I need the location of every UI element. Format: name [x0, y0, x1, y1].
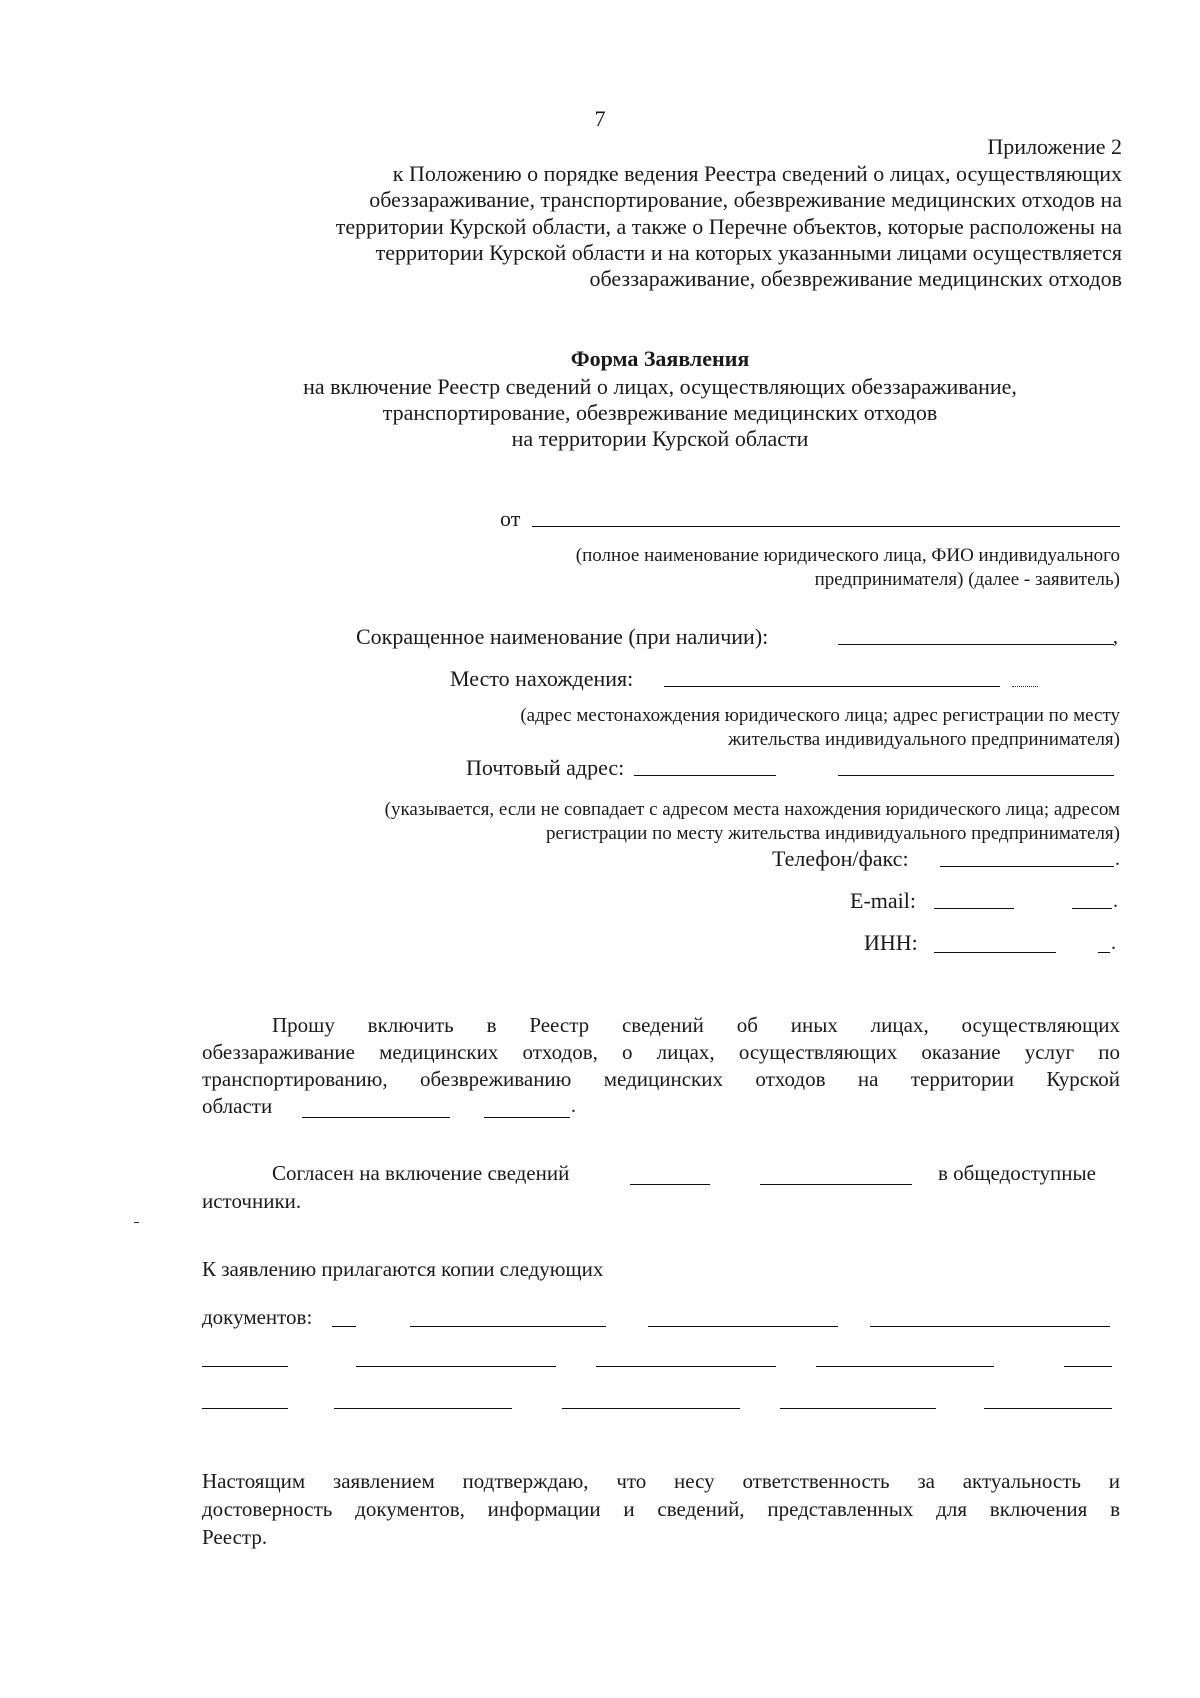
short-name-label: Сокращенное наименование (при наличии):	[356, 624, 769, 649]
request-line: транспортированию, обезвреживанию медицинских отходов на территории Курской	[202, 1067, 1120, 1091]
inn-field-continued[interactable]	[1098, 952, 1110, 953]
email-label: E-mail:	[850, 888, 916, 913]
from-hint: (полное наименование юридического лица, ФИО индивидуального	[575, 545, 1120, 566]
location-hint: жительства индивидуального предпринимателя)	[728, 729, 1120, 750]
form-subtitle-line: транспортирование, обезвреживание медицинских отходов	[382, 400, 938, 425]
period-mark: .	[1111, 932, 1116, 954]
form-title: Форма Заявления	[570, 346, 750, 371]
document-field[interactable]	[816, 1366, 994, 1367]
consent-line-2: источники.	[202, 1189, 302, 1213]
postal-field-continued[interactable]	[838, 775, 1114, 776]
confirmation-line: достоверность документов, информации и сведений, представленных для включения в	[202, 1497, 1120, 1521]
appendix-line: обеззараживание, обезвреживание медицинских отходов	[589, 266, 1122, 291]
phone-label: Телефон/факс:	[772, 846, 909, 871]
period-mark: .	[1115, 848, 1120, 870]
document-field[interactable]	[334, 1408, 512, 1409]
request-line: Прошу включить в Реестр сведений об иных лицах, осуществляющих	[272, 1013, 1120, 1037]
postal-hint: регистрации по месту жительства индивидуального предпринимателя)	[546, 823, 1120, 844]
consent-field[interactable]	[630, 1184, 710, 1185]
region-field-continued[interactable]	[484, 1117, 570, 1118]
request-line: области	[202, 1094, 273, 1118]
short-name-field[interactable]	[838, 644, 1114, 645]
document-field[interactable]	[332, 1326, 356, 1327]
form-subtitle-line: на включение Реестр сведений о лицах, осуществляющих обеззараживание,	[303, 374, 1017, 399]
inn-field[interactable]	[934, 952, 1056, 953]
page-number: 7	[594, 106, 606, 131]
consent-label: Согласен на включение сведений	[272, 1161, 570, 1185]
document-field[interactable]	[984, 1408, 1112, 1409]
document-field[interactable]	[870, 1326, 1110, 1327]
consent-field-continued[interactable]	[760, 1184, 912, 1185]
phone-field[interactable]	[940, 866, 1114, 867]
location-field-tail	[1012, 686, 1038, 687]
confirmation-line: Реестр.	[202, 1525, 268, 1549]
attachments-label: К заявлению прилагаются копии следующих	[202, 1257, 604, 1281]
document-field[interactable]	[648, 1326, 838, 1327]
period-mark: .	[1113, 890, 1118, 912]
period-mark: ,	[1113, 626, 1118, 648]
appendix-title: Приложение 2	[987, 134, 1122, 159]
appendix-line: территории Курской области, а также о Перечне объектов, которые расположены на	[335, 214, 1122, 239]
location-field[interactable]	[664, 686, 1000, 687]
document-field[interactable]	[562, 1408, 740, 1409]
location-hint: (адрес местонахождения юридического лица; адрес регистрации по месту	[520, 705, 1120, 726]
period-mark: .	[571, 1095, 576, 1117]
from-field[interactable]	[532, 526, 1120, 527]
form-subtitle-line: на территории Курской области	[511, 426, 809, 451]
document-field[interactable]	[202, 1408, 288, 1409]
from-hint: предпринимателя) (далее - заявитель)	[814, 569, 1120, 590]
postal-label: Почтовый адрес:	[466, 755, 625, 780]
scan-mark	[134, 1222, 139, 1223]
appendix-line: обеззараживание, транспортирование, обезвреживание медицинских отходов на	[369, 187, 1122, 212]
postal-field[interactable]	[634, 775, 776, 776]
document-field[interactable]	[356, 1366, 556, 1367]
request-line: обеззараживание медицинских отходов, о лицах, осуществляющих оказание услуг по	[202, 1040, 1120, 1064]
consent-tail: в общедоступные	[938, 1161, 1096, 1185]
inn-label: ИНН:	[864, 930, 918, 955]
document-field[interactable]	[780, 1408, 936, 1409]
location-label: Место нахождения:	[450, 666, 634, 691]
appendix-line: территории Курской области и на которых указанными лицами осуществляется	[375, 240, 1122, 265]
document-field[interactable]	[596, 1366, 776, 1367]
document-field[interactable]	[410, 1326, 606, 1327]
document-field[interactable]	[1064, 1366, 1112, 1367]
email-field[interactable]	[934, 908, 1014, 909]
document-field[interactable]	[202, 1366, 288, 1367]
postal-hint: (указывается, если не совпадает с адресом места нахождения юридического лица; адресом	[384, 799, 1120, 820]
confirmation-line: Настоящим заявлением подтверждаю, что несу ответственность за актуальность и	[202, 1469, 1120, 1493]
email-field-continued[interactable]	[1072, 908, 1112, 909]
appendix-line: к Положению о порядке ведения Реестра сведений о лицах, осуществляющих	[392, 161, 1122, 186]
region-field[interactable]	[302, 1117, 450, 1118]
from-label: от	[500, 506, 521, 531]
attachments-label-2: документов:	[202, 1305, 313, 1329]
